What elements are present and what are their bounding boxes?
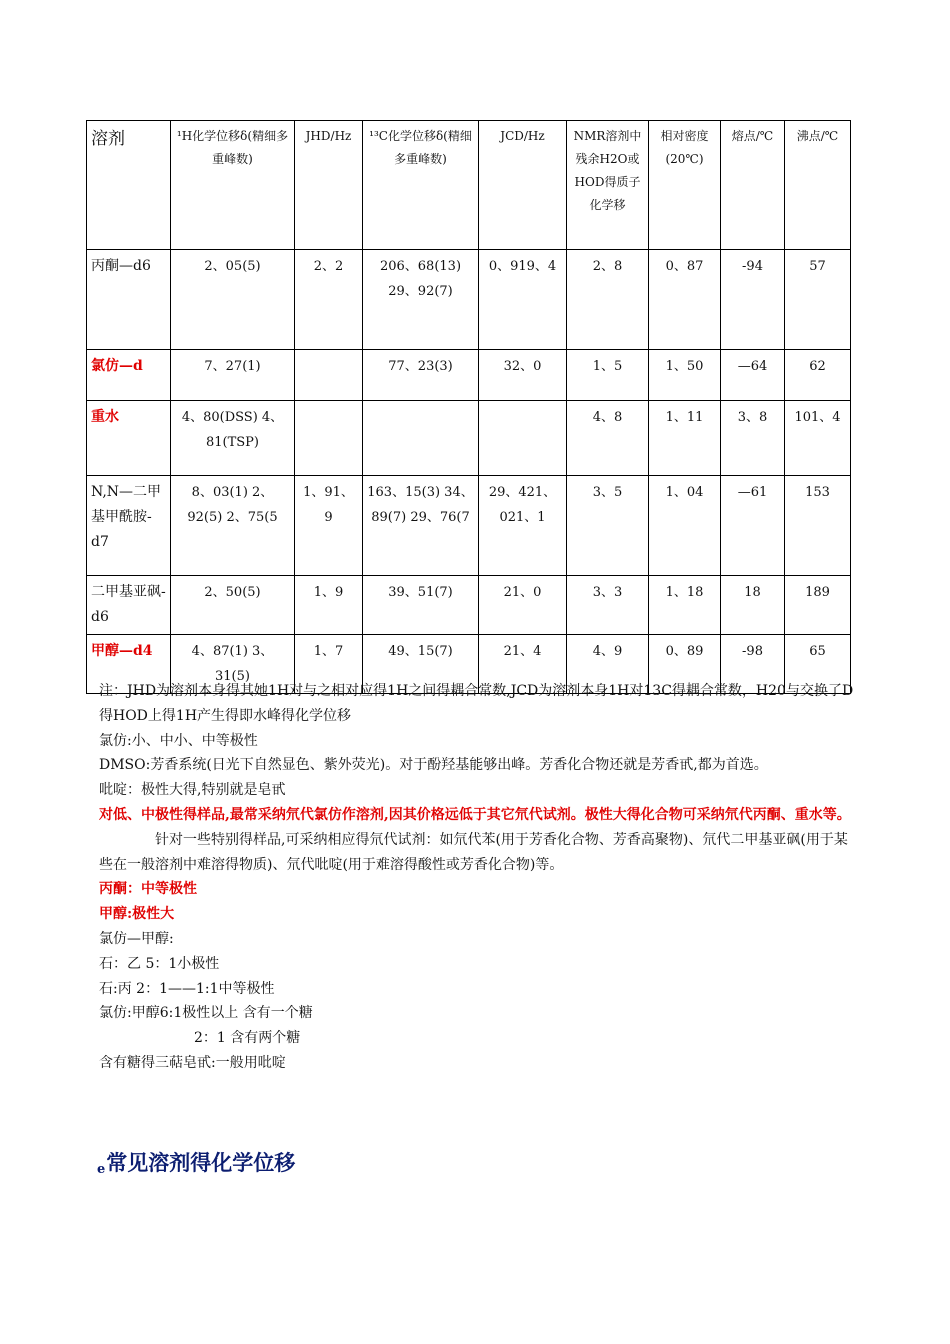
- melting-point-cell: —64: [721, 350, 785, 401]
- table-row: [87, 576, 851, 635]
- density-cell: 0、89: [649, 635, 721, 694]
- section-heading: [97, 1147, 295, 1177]
- boiling-point-cell: 189: [785, 576, 851, 635]
- density-cell: 1、04: [649, 476, 721, 576]
- header-boiling-point: 沸点/℃: [785, 121, 851, 250]
- residual-cell: 2、8: [567, 250, 649, 350]
- h-shift-cell: 7、27(1): [171, 350, 295, 401]
- header-c-shift: ¹³C化学位移δ(精细多重峰数): [363, 121, 479, 250]
- boiling-point-cell: 153: [785, 476, 851, 576]
- header-h-shift: ¹H化学位移δ(精细多重峰数): [171, 121, 295, 250]
- table-row: [87, 350, 851, 401]
- note-line: DMSO:芳香系统(日光下自然显色、紫外荧光)。对于酚羟基能够出峰。芳香化合物还就是芳香甙,都为首选。: [99, 757, 768, 774]
- solvent-name: 二甲基亚砜-d6: [87, 576, 171, 635]
- residual-cell: 4、8: [567, 401, 649, 476]
- jhd-cell: 1、7: [295, 635, 363, 694]
- solvent-table: [86, 120, 851, 694]
- header-residual: NMR溶剂中残余H2O或HOD得质子化学移: [567, 121, 649, 250]
- jhd-cell: [295, 350, 363, 401]
- c-shift-cell: 77、23(3): [363, 350, 479, 401]
- boiling-point-cell: 62: [785, 350, 851, 401]
- heading-title: 常见溶剂得化学位移: [106, 1150, 296, 1175]
- jcd-cell: 21、0: [479, 576, 567, 635]
- note-line: 2：1 含有两个糖: [194, 1030, 301, 1047]
- note-line: 吡啶：极性大得,特别就是皂甙: [99, 782, 286, 799]
- melting-point-cell: -98: [721, 635, 785, 694]
- h-shift-cell: 4、80(DSS) 4、81(TSP): [171, 401, 295, 476]
- boiling-point-cell: 65: [785, 635, 851, 694]
- solvent-name: 氯仿—d: [87, 350, 171, 401]
- residual-cell: 3、5: [567, 476, 649, 576]
- solvent-name: N,N—二甲基甲酰胺-d7: [87, 476, 171, 576]
- density-cell: 1、50: [649, 350, 721, 401]
- jhd-cell: 2、2: [295, 250, 363, 350]
- note-line: 注：JHD为溶剂本身得其她1H对与之相对应得1H之间得耦合常数,JCD为溶剂本身1H对13C得耦合常数，H20与交换了D得HOD上得1H产生得即水峰得化学位移: [99, 683, 854, 724]
- h-shift-cell: 2、05(5): [171, 250, 295, 350]
- note-line: 含有糖得三萜皂甙:一般用吡啶: [99, 1054, 286, 1071]
- note-line: 丙酮：中等极性: [99, 881, 197, 898]
- solvent-name: 甲醇—d4: [87, 635, 171, 694]
- h-shift-cell: 4、87(1) 3、31(5): [171, 635, 295, 694]
- jhd-cell: [295, 401, 363, 476]
- note-line: 甲醇:极性大: [99, 906, 175, 923]
- h-shift-cell: 8、03(1) 2、92(5) 2、75(5: [171, 476, 295, 576]
- header-melting-point: 熔点/℃: [721, 121, 785, 250]
- c-shift-cell: [363, 401, 479, 476]
- jcd-cell: 29、421、021、1: [479, 476, 567, 576]
- melting-point-cell: 18: [721, 576, 785, 635]
- jhd-cell: 1、9: [295, 576, 363, 635]
- table-row: [87, 250, 851, 350]
- note-line: 氯仿:小、中小、中等极性: [99, 732, 258, 749]
- note-line: 对低、中极性得样品,最常采纳氘代氯仿作溶剂,因其价格远低于其它氘代试剂。极性大得化合物可采纳氘代丙酮、重水等。: [99, 806, 851, 823]
- table-body: [87, 250, 851, 694]
- h-shift-cell: 2、50(5): [171, 576, 295, 635]
- header-jcd: JCD/Hz: [479, 121, 567, 250]
- notes-section: [99, 679, 859, 1076]
- header-jhd: JHD/Hz: [295, 121, 363, 250]
- header-solvent: 溶剂: [87, 121, 171, 250]
- residual-cell: 3、3: [567, 576, 649, 635]
- melting-point-cell: —61: [721, 476, 785, 576]
- residual-cell: 1、5: [567, 350, 649, 401]
- jcd-cell: 32、0: [479, 350, 567, 401]
- note-line: 针对一些特别得样品,可采纳相应得氘代试剂：如氘代苯(用于芳香化合物、芳香高聚物)、氘代二甲基亚砜(用于某些在一般溶剂中难溶得物质)、氘代吡啶(用于难溶得酸性或芳香化合物)等。: [99, 831, 848, 873]
- melting-point-cell: -94: [721, 250, 785, 350]
- jhd-cell: 1、91、9: [295, 476, 363, 576]
- residual-cell: 4、9: [567, 635, 649, 694]
- density-cell: 1、18: [649, 576, 721, 635]
- c-shift-cell: 206、68(13) 29、92(7): [363, 250, 479, 350]
- header-density: 相对密度(20℃): [649, 121, 721, 250]
- boiling-point-cell: 57: [785, 250, 851, 350]
- note-line: 氯仿—甲醇:: [99, 930, 174, 947]
- density-cell: 0、87: [649, 250, 721, 350]
- table-row: [87, 476, 851, 576]
- c-shift-cell: 39、51(7): [363, 576, 479, 635]
- boiling-point-cell: 101、4: [785, 401, 851, 476]
- c-shift-cell: 49、15(7): [363, 635, 479, 694]
- c-shift-cell: 163、15(3) 34、89(7) 29、76(7: [363, 476, 479, 576]
- jcd-cell: 21、4: [479, 635, 567, 694]
- note-line: 氯仿:甲醇6:1极性以上 含有一个糖: [99, 1005, 313, 1022]
- table-row: [87, 401, 851, 476]
- jcd-cell: 0、919、4: [479, 250, 567, 350]
- solvent-name: 重水: [87, 401, 171, 476]
- note-line: 石：乙 5：1小极性: [99, 955, 220, 972]
- solvent-name: 丙酮—d6: [87, 250, 171, 350]
- heading-marker: e: [97, 1162, 106, 1177]
- jcd-cell: [479, 401, 567, 476]
- note-line: 石:丙 2：1——1:1中等极性: [99, 980, 275, 997]
- melting-point-cell: 3、8: [721, 401, 785, 476]
- density-cell: 1、11: [649, 401, 721, 476]
